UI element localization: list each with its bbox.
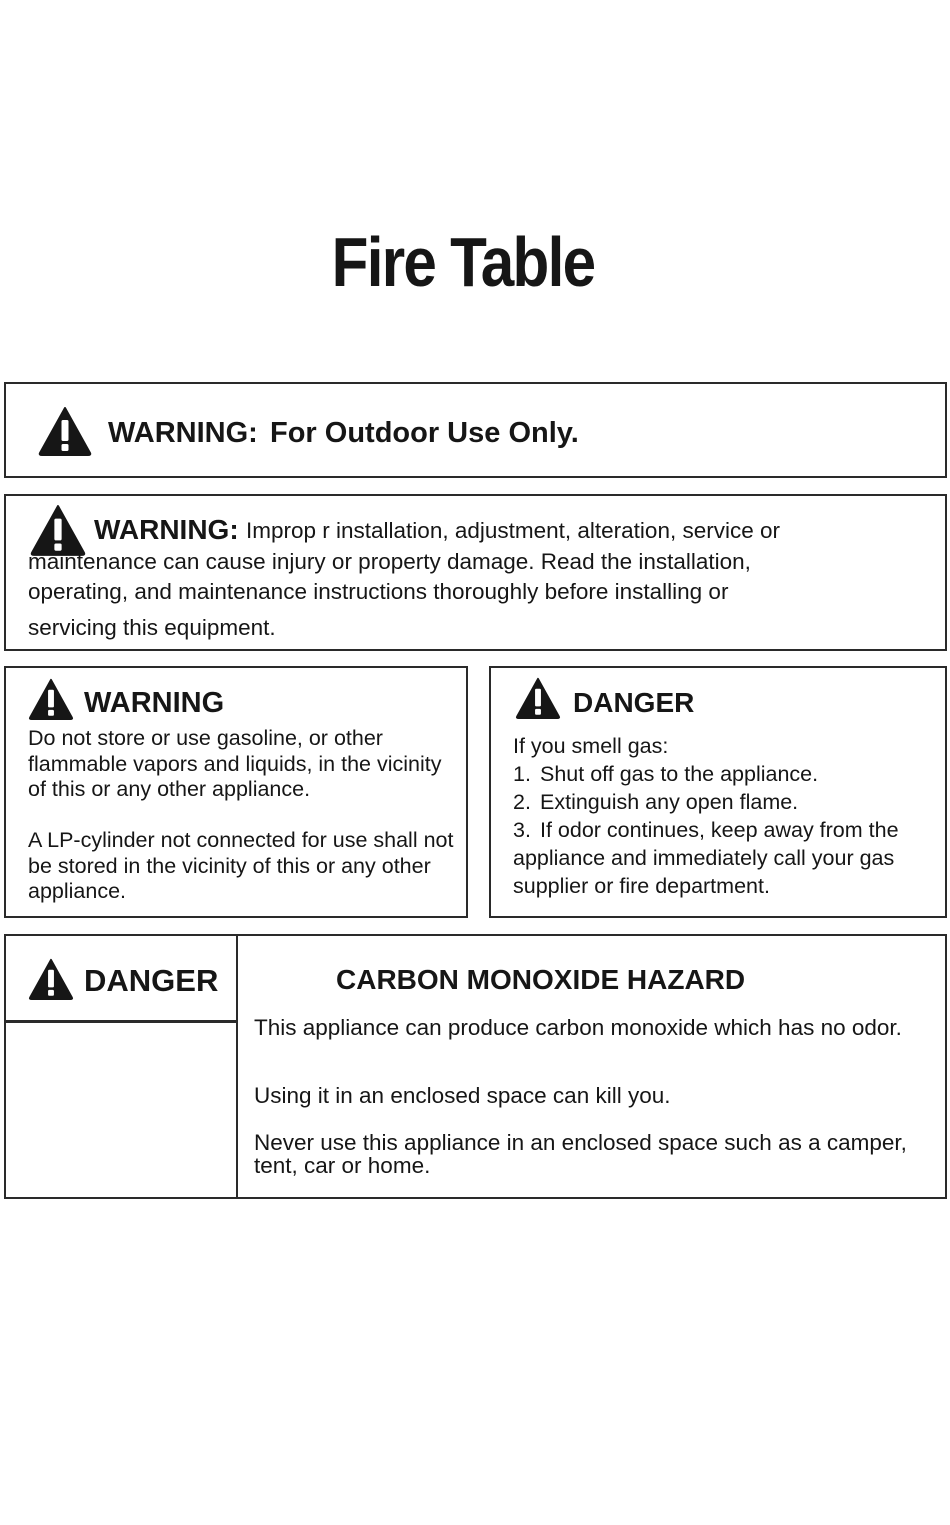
- warning-text: For Outdoor Use Only.: [270, 417, 579, 449]
- hazard-paragraph: Never use this appliance in an enclosed space such as a camper, tent, car or home.: [254, 1130, 907, 1178]
- step-number: 1.: [513, 762, 531, 786]
- list-item: [513, 760, 943, 788]
- hazard-paragraph: Using it in an enclosed space can kill you.: [254, 1083, 671, 1108]
- step-text: Shut off gas to the appliance.: [540, 762, 819, 786]
- warning-text-line: maintenance can cause injury or property damage. Read the installation,: [28, 549, 751, 574]
- warning-text-line: operating, and maintenance instructions thoroughly before installing or: [28, 579, 729, 604]
- step-number: 3.: [513, 818, 531, 842]
- danger-intro: If you smell gas:: [513, 734, 669, 758]
- step-number: 2.: [513, 790, 531, 814]
- danger-label-cell: [6, 936, 236, 1023]
- step-text: If odor continues, keep away from the appliance and immediately call your gas supplier or fire department.: [513, 818, 899, 898]
- warning-triangle-icon: [28, 958, 74, 1000]
- warning-paragraph: Do not store or use gasoline, or other flammable vapors and liquids, in the vicinity of this or any other appliance.: [28, 726, 442, 801]
- danger-heading: DANGER: [573, 687, 695, 718]
- warning-text-line: Improp r installation, adjustment, alteration, service or: [246, 518, 780, 543]
- list-item: [513, 816, 943, 900]
- warning-heading: WARNING:: [94, 514, 239, 545]
- danger-steps-list: [513, 760, 943, 900]
- warning-text-line: servicing this equipment.: [28, 615, 276, 640]
- step-text: Extinguish any open flame.: [540, 790, 799, 814]
- hazard-title: CARBON MONOXIDE HAZARD: [336, 964, 746, 995]
- danger-label-column: [6, 936, 238, 1197]
- gas-smell-danger-box: [489, 666, 947, 918]
- installation-warning-box: [4, 494, 947, 651]
- warning-triangle-icon: [28, 678, 74, 720]
- list-item: [513, 788, 943, 816]
- warning-paragraph: A LP-cylinder not connected for use shall not be stored in the vicinity of this or any other appliance.: [28, 828, 454, 903]
- outdoor-use-warning-box: [4, 382, 947, 478]
- warning-triangle-icon: [38, 406, 92, 456]
- gasoline-warning-box: [4, 666, 468, 918]
- page-title: Fire Table: [331, 223, 595, 301]
- warning-heading: WARNING: [84, 687, 225, 719]
- carbon-monoxide-danger-box: [4, 934, 947, 1199]
- danger-heading: DANGER: [84, 963, 219, 998]
- warning-triangle-icon: [515, 677, 561, 719]
- hazard-paragraph: This appliance can produce carbon monoxide which has no odor.: [254, 1015, 902, 1040]
- warning-heading: WARNING:: [108, 417, 258, 449]
